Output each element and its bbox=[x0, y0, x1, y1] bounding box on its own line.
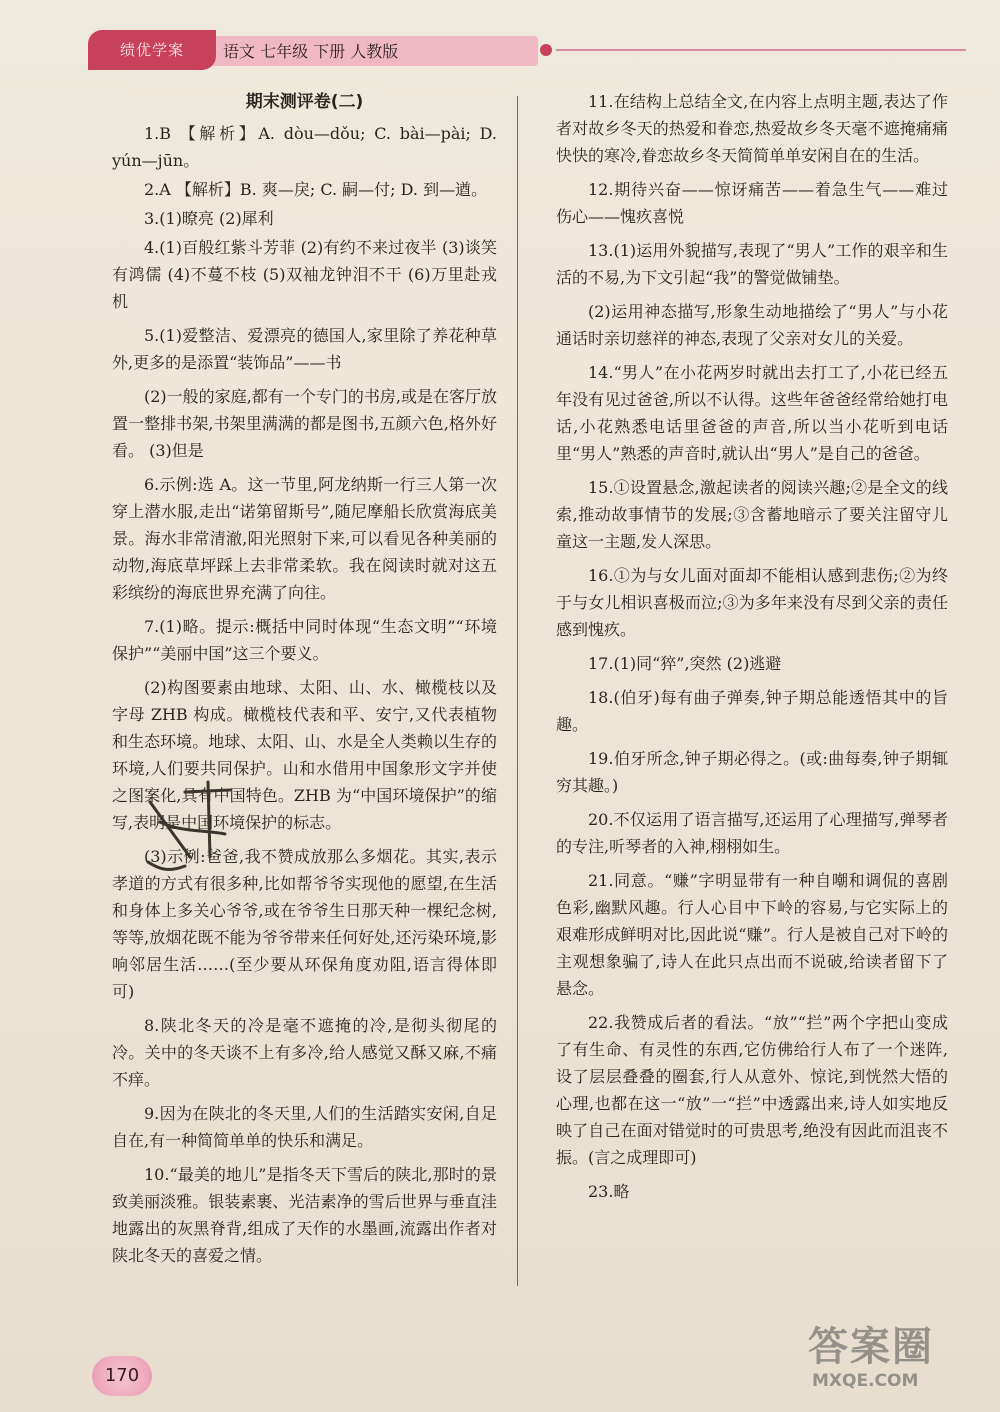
answer-paragraph: 19.伯牙所念,钟子期必得之。(或:曲每奏,钟子期辄穷其趣。) bbox=[556, 749, 948, 795]
answer-paragraph: 23.略 bbox=[588, 1182, 630, 1201]
answer-paragraph: 2.A 【解析】B. 爽—戾; C. 嗣—付; D. 到—遒。 bbox=[144, 180, 488, 199]
answer-paragraph: 1.B 【解析】A. dòu—dǒu; C. bài—pài; D. yún—jūn。 bbox=[112, 124, 497, 170]
header-rule bbox=[556, 49, 966, 51]
subject-label: 语文 七年级 下册 人教版 bbox=[223, 42, 399, 61]
answer-paragraph: 20.不仅运用了语言描写,还运用了心理描写,弹琴者的专注,听琴者的入神,栩栩如生。 bbox=[556, 810, 948, 856]
answer-paragraph: 5.(1)爱整洁、爱漂亮的德国人,家里除了养花种草外,更多的是添置“装饰品”——书 bbox=[112, 326, 497, 372]
brand-badge: 绩优学案 bbox=[88, 30, 216, 70]
watermark-main: 答案圈 bbox=[808, 1324, 934, 1370]
answer-paragraph: 15.①设置悬念,激起读者的阅读兴趣;②是全文的线索,推动故事情节的发展;③含蓄地暗示了要关注留守儿童这一主题,发人深思。 bbox=[556, 478, 948, 551]
answer-paragraph: 13.(1)运用外貌描写,表现了“男人”工作的艰辛和生活的不易,为下文引起“我”的警觉做铺垫。 bbox=[556, 241, 948, 287]
watermark-logo bbox=[808, 1324, 988, 1404]
answer-paragraph: 21.同意。“赚”字明显带有一种自嘲和调侃的喜剧色彩,幽默风趣。行人心目中下岭的容易,与它实际上的艰难形成鲜明对比,因此说“赚”。行人是被自己对下岭的主观想象骗了,诗人在此只点出而不说破,给读者留下了悬念。 bbox=[556, 871, 948, 998]
header-dot-icon bbox=[540, 44, 552, 56]
answer-paragraph: (2)构图要素由地球、太阳、山、水、橄榄枝以及字母 ZHB 构成。橄榄枝代表和平、安宁,又代表植物和生态环境。地球、太阳、山、水是全人类赖以生存的环境,人们要共同保护。山和水借用中国象形文字并使之图案化,具有中国特色。ZHB 为“中国环境保护”的缩写,表明是中国环境保护的标志。 bbox=[112, 678, 497, 832]
answer-paragraph: 8.陕北冬天的冷是毫不遮掩的冷,是彻头彻尾的冷。关中的冬天谈不上有多冷,给人感觉又酥又麻,不痛不痒。 bbox=[112, 1016, 497, 1089]
answer-paragraph: 6.示例:选 A。这一节里,阿龙纳斯一行三人第一次穿上潜水服,走出“诺第留斯号”,随尼摩船长欣赏海底美景。海水非常清澈,阳光照射下来,可以看见各种美丽的动物,海底草坪踩上去非常柔软。我在阅读时就对这五彩缤纷的海底世界充满了向往。 bbox=[112, 475, 497, 602]
answer-paragraph: 9.因为在陕北的冬天里,人们的生活踏实安闲,自足自在,有一种简简单单的快乐和满足。 bbox=[112, 1104, 497, 1150]
answer-paragraph: 7.(1)略。提示:概括中同时体现“生态文明”“环境保护”“美丽中国”这三个要义。 bbox=[112, 617, 497, 663]
answer-paragraph: (2)一般的家庭,都有一个专门的书房,或是在客厅放置一整排书架,书架里满满的都是图书,五颜六色,格外好看。 (3)但是 bbox=[112, 387, 497, 460]
answer-paragraph: 17.(1)同“猝”,突然 (2)逃避 bbox=[588, 654, 782, 673]
page-number: 170 bbox=[92, 1356, 152, 1396]
page-title: 期末测评卷(二) bbox=[245, 92, 364, 112]
answer-paragraph: 10.“最美的地儿”是指冬天下雪后的陕北,那时的景致美丽淡雅。银装素裹、光洁素净的雪后世界与垂直洼地露出的灰黑脊背,组成了天作的水墨画,流露出作者对陕北冬天的喜爱之情。 bbox=[112, 1165, 497, 1265]
left-column bbox=[112, 88, 497, 1276]
page-header bbox=[88, 30, 968, 70]
answer-paragraph: 16.①为与女儿面对面却不能相认感到悲伤;②为终于与女儿相识喜极而泣;③为多年来没有尽到父亲的责任感到愧疚。 bbox=[556, 566, 948, 639]
pen-scribble-icon bbox=[130, 762, 250, 882]
column-divider bbox=[517, 96, 518, 1286]
answer-paragraph: 12.期待兴奋——惊讶痛苦——着急生气——难过伤心——愧疚喜悦 bbox=[556, 180, 948, 226]
answer-paragraph: 14.“男人”在小花两岁时就出去打工了,小花已经五年没有见过爸爸,所以不认得。这些年爸爸经常给她打电话,小花熟悉电话里爸爸的声音,所以当小花听到电话里“男人”熟悉的声音时,就认出“男人”是自己的爸爸。 bbox=[556, 363, 948, 463]
watermark-url: MXQE.COM bbox=[812, 1371, 919, 1391]
answer-paragraph: 4.(1)百般红紫斗芳菲 (2)有约不来过夜半 (3)谈笑有鸿儒 (4)不蔓不枝 (5)双袖龙钟泪不干 (6)万里赴戎机 bbox=[112, 238, 497, 311]
answer-paragraph: (2)运用神态描写,形象生动地描绘了“男人”与小花通话时亲切慈祥的神态,表现了父亲对女儿的关爱。 bbox=[556, 302, 948, 348]
right-column bbox=[556, 88, 948, 1212]
answer-paragraph: 22.我赞成后者的看法。“放”“拦”两个字把山变成了有生命、有灵性的东西,它仿佛给行人布了一个迷阵,设了层层叠叠的圈套,行人从意外、惊诧,到恍然大悟的心理,也都在这一“放”一“拦”中透露出来,诗人如实地反映了自己在面对错觉时的可贵思考,绝没有因此而沮丧不振。(言之成理即可) bbox=[556, 1013, 948, 1167]
answer-paragraph: 18.(伯牙)每有曲子弹奏,钟子期总能透悟其中的旨趣。 bbox=[556, 688, 948, 734]
answer-paragraph: 11.在结构上总结全文,在内容上点明主题,表达了作者对故乡冬天的热爱和眷恋,热爱故乡冬天毫不遮掩痛痛快快的寒冷,眷恋故乡冬天简简单单安闲自在的生活。 bbox=[556, 92, 948, 165]
answer-paragraph: (3)示例:爸爸,我不赞成放那么多烟花。其实,表示孝道的方式有很多种,比如帮爷爷实现他的愿望,在生活和身体上多关心爷爷,或在爷爷生日那天种一棵纪念树,等等,放烟花既不能为爷爷带来任何好处,还污染环境,影响邻居生活……(至少要从环保角度劝阻,语言得体即可) bbox=[112, 847, 497, 1001]
answer-paragraph: 3.(1)暸亮 (2)犀利 bbox=[144, 209, 274, 228]
